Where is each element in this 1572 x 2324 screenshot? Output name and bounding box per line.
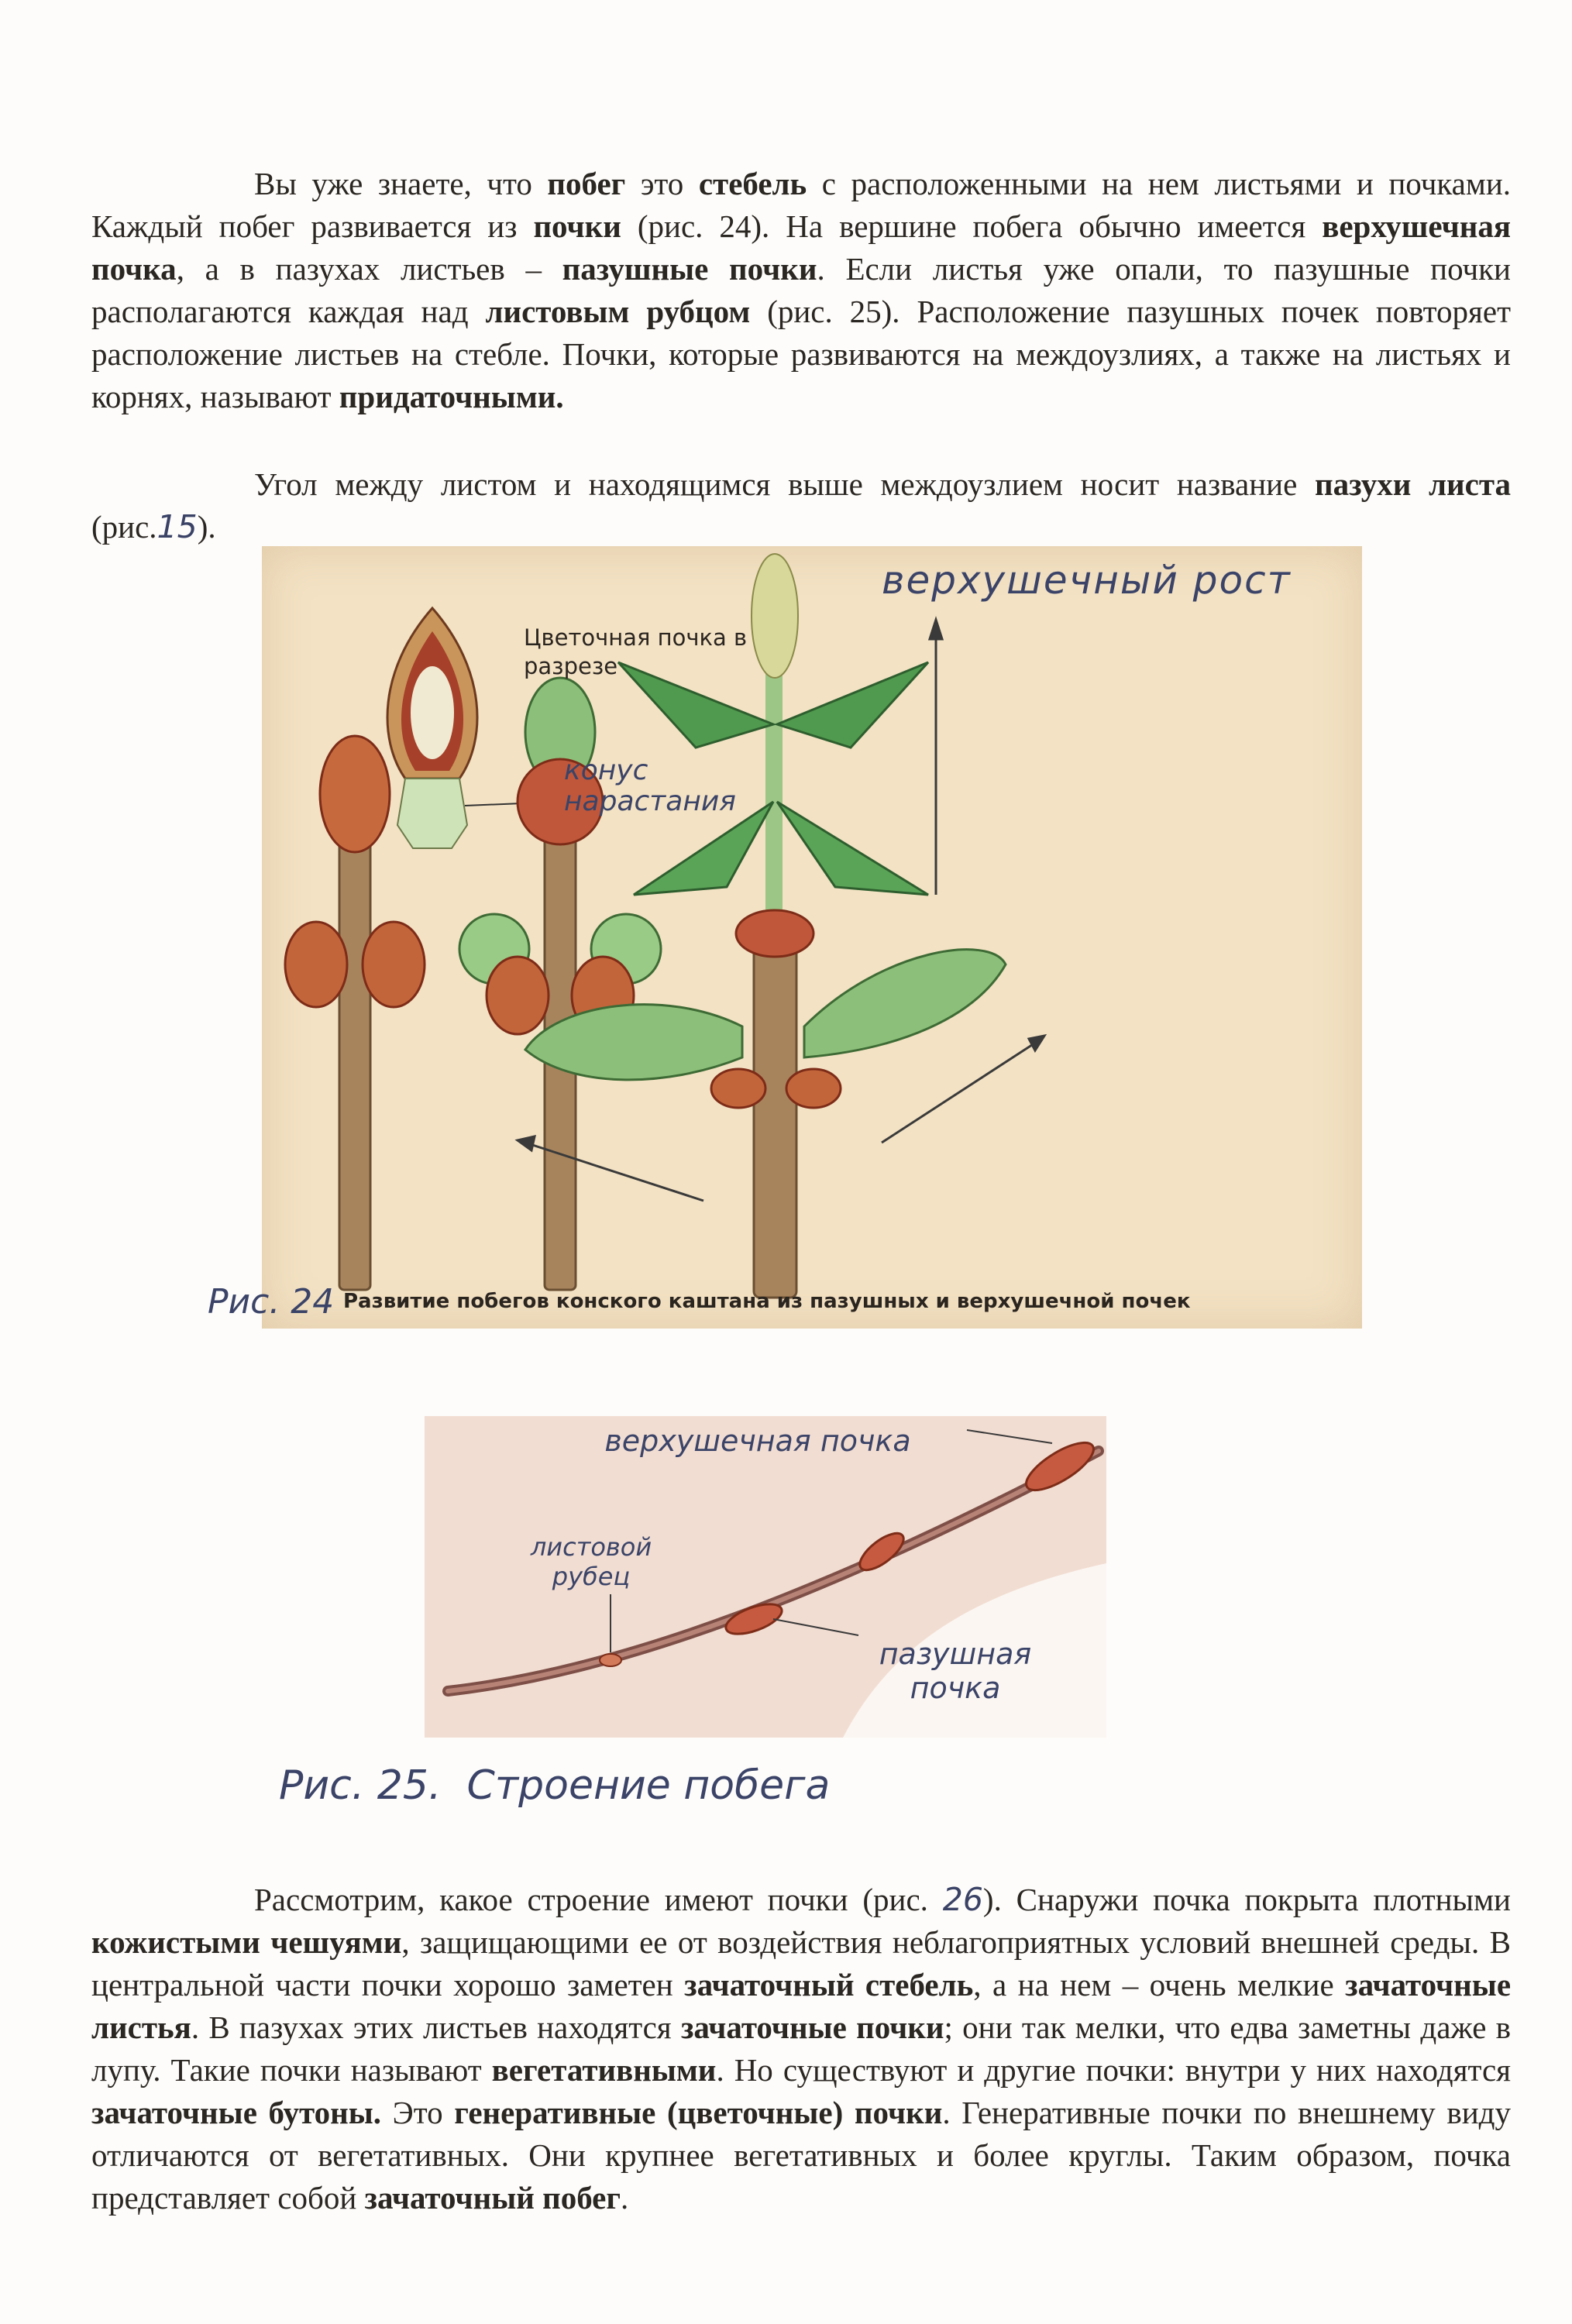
figure-24-caption: Развитие побегов конского каштана из пазушных и верхушечной почек bbox=[343, 1290, 1191, 1313]
label-growth-cone: конус нарастания bbox=[564, 755, 736, 817]
bold-term: зачаточные почки bbox=[680, 2009, 944, 2045]
text-segment: ). bbox=[197, 509, 216, 545]
figure-24-illustration bbox=[262, 546, 1362, 1329]
bold-term: придаточными. bbox=[339, 379, 564, 414]
text-segment: ). Снаружи почка покрыта плотными bbox=[982, 1882, 1511, 1917]
bold-term: зачаточный стебель bbox=[684, 1967, 974, 2003]
text-segment: . Но существуют и другие почки: внутри у них находятся bbox=[716, 2052, 1511, 2088]
label-flower-bud-section: Цветочная почка в разрезе bbox=[524, 624, 748, 679]
paragraph-bud-structure bbox=[91, 1879, 1511, 2219]
text-segment: Рассмотрим, какое строение имеют почки (рис. bbox=[254, 1882, 943, 1917]
bold-term: почки bbox=[533, 208, 621, 244]
text-segment: это bbox=[625, 166, 699, 201]
bold-term: побег bbox=[547, 166, 626, 201]
label-apical-bud: верхушечная почка bbox=[604, 1424, 911, 1458]
bold-term: верхушечная почка bbox=[91, 208, 1512, 287]
figure-25-shoot-structure bbox=[425, 1416, 1106, 1738]
paragraph-shoot-definition bbox=[91, 163, 1511, 418]
leaf-scar bbox=[600, 1654, 621, 1666]
text-segment: , защищающими ее от воздействия неблагоприятных условий внешней среды. В центральной части почки хорошо заметен bbox=[91, 1924, 1511, 2003]
text-segment: 26 bbox=[942, 1881, 983, 1918]
bold-term: листовым рубцом bbox=[485, 294, 751, 329]
bold-term: стебель bbox=[698, 166, 807, 201]
bold-term: вегетативными bbox=[491, 2052, 717, 2088]
text-segment: (рис. 24). На вершине побега обычно имеется bbox=[621, 208, 1323, 244]
text-segment: ; они так мелки, что едва заметны даже в лупу. Такие почки называют bbox=[91, 2009, 1512, 2088]
text-segment: Угол между листом и находящимся выше междоузлием носит название bbox=[254, 466, 1315, 502]
text-segment: . В пазухах этих листьев находятся bbox=[191, 2009, 681, 2045]
text-segment: с расположенными на нем листьями и почками. Каждый побег развивается из bbox=[91, 166, 1512, 244]
text-segment: (рис. bbox=[91, 509, 157, 545]
bold-term: генеративные (цветочные) почки bbox=[454, 2095, 943, 2130]
text-segment: (рис. 25). Расположение пазушных почек повторяет расположение листьев на стебле. Почки, которые развиваются на междоузлиях, а также на листьях и корнях, называют bbox=[91, 294, 1511, 414]
bold-term: пазушные почки bbox=[562, 251, 817, 287]
text-segment: Это bbox=[380, 2095, 455, 2130]
figure-25-caption: Рис. 25. Строение побега bbox=[279, 1762, 831, 1809]
text-segment: . Если листья уже опали, то пазушные почки располагаются каждая над bbox=[91, 251, 1511, 329]
bold-term: зачаточный побег bbox=[364, 2180, 621, 2216]
text-segment: . Генеративные почки по внешнему виду отличаются от вегетативных. Они крупнее вегетативных и более круглы. Таким образом, почка представляет собой bbox=[91, 2095, 1511, 2216]
bold-term: кожистыми чешуями bbox=[91, 1924, 402, 1960]
text-segment: . bbox=[621, 2180, 629, 2216]
text-segment: , а в пазухах листьев – bbox=[176, 251, 562, 287]
text-segment: Вы уже знаете, что bbox=[254, 166, 548, 201]
handwritten-figure-ref: 15 bbox=[157, 508, 198, 545]
label-axillary-bud: пазушная почка bbox=[879, 1637, 1032, 1705]
bold-term: зачаточные бутоны. bbox=[91, 2095, 381, 2130]
label-leaf-scar: листовой рубец bbox=[530, 1532, 652, 1591]
label-apical-growth: верхушечный рост bbox=[882, 558, 1292, 603]
flower-bud-section bbox=[387, 608, 477, 848]
bold-term: зачаточные листья bbox=[91, 1967, 1512, 2045]
text-segment: , а на нем – очень мелкие bbox=[973, 1967, 1346, 2003]
paragraph-leaf-axil bbox=[91, 463, 1511, 548]
figure-24-chestnut-shoots bbox=[208, 546, 1362, 1329]
figure-24-number: Рис. 24 bbox=[208, 1282, 335, 1322]
bold-term: пазухи листа bbox=[1314, 466, 1511, 502]
